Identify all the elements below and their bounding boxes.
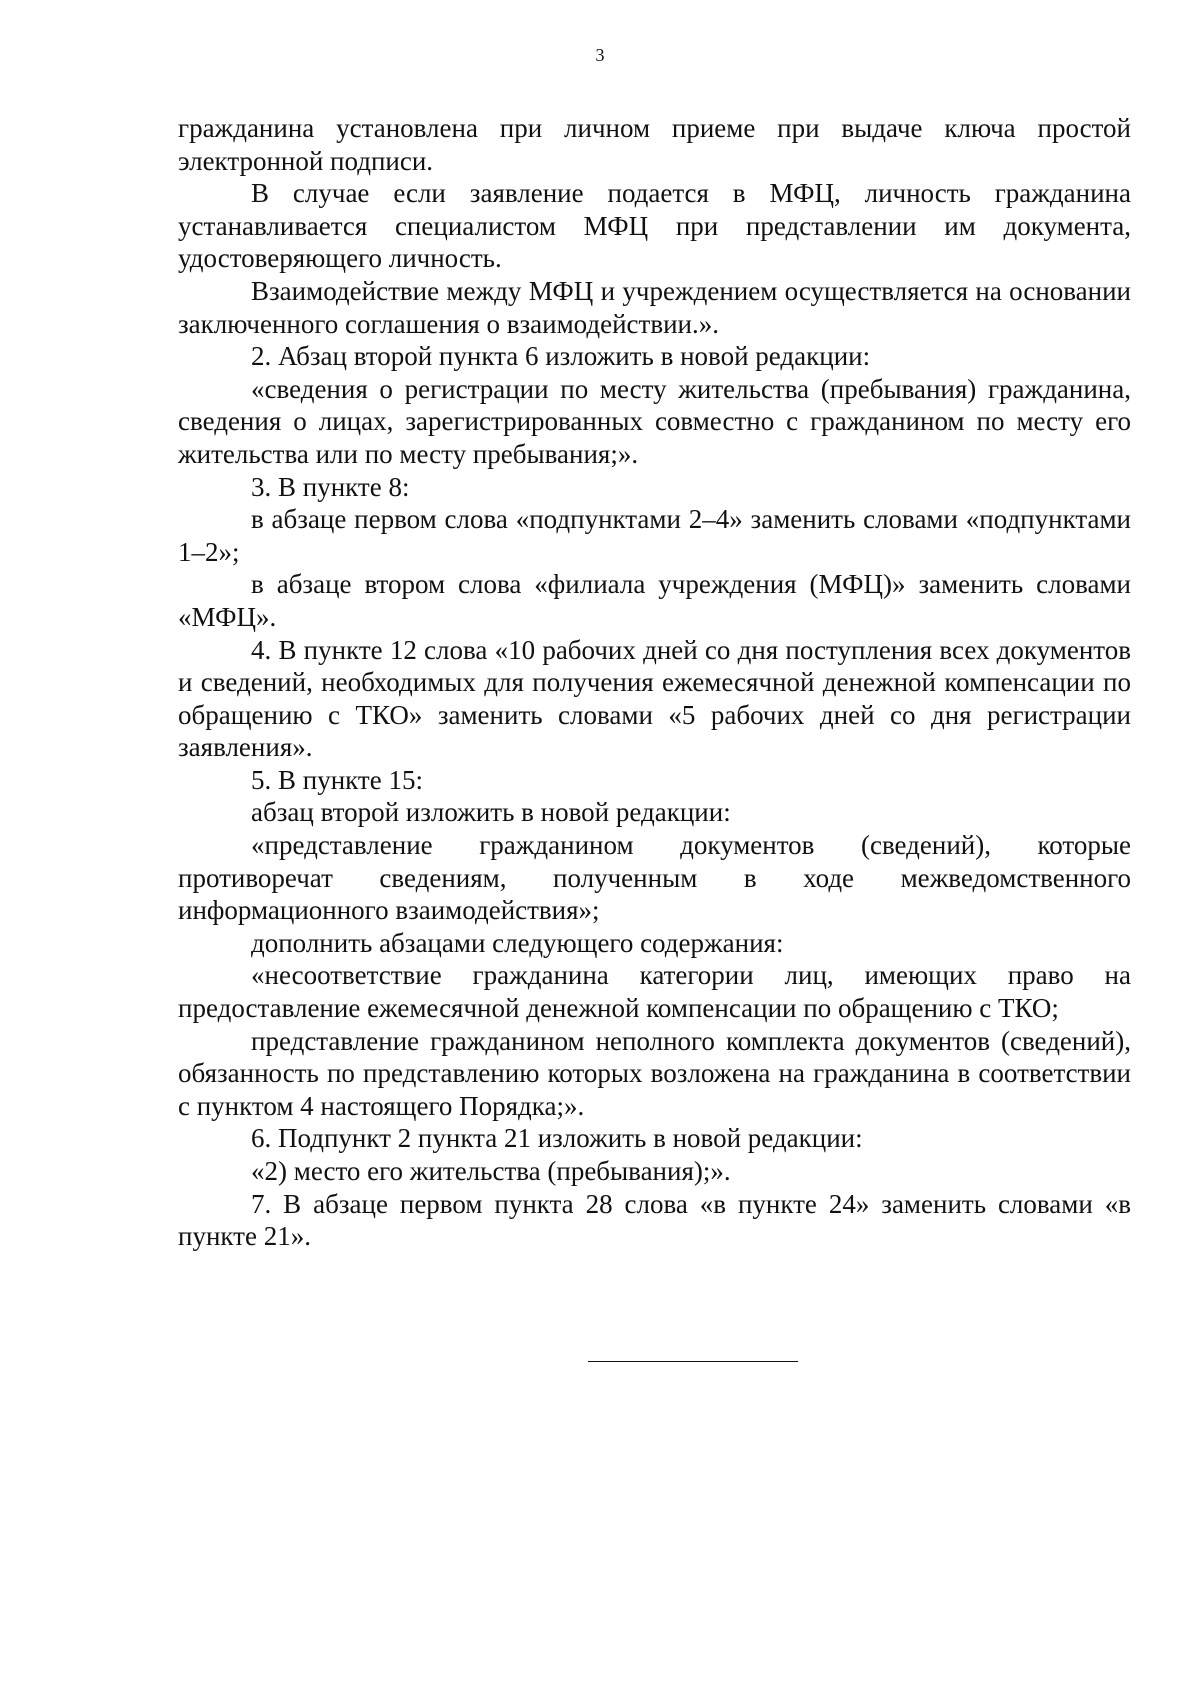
paragraph: 2. Абзац второй пункта 6 изложить в новой редакции: xyxy=(251,341,871,372)
paragraph: гражданина установлена при личном приеме при выдаче ключа простой электронной подписи. xyxy=(178,113,1131,176)
paragraph: 6. Подпункт 2 пункта 21 изложить в новой редакции: xyxy=(251,1123,863,1154)
paragraph: «несоответствие гражданина категории лиц, имеющих право на предоставление ежемесячной денежной компенсации по обращению с ТКО; xyxy=(178,960,1131,1024)
paragraph: «сведения о регистрации по месту жительства (пребывания) гражданина, сведения о лицах, зарегистрированных совместно с гражданином по месту его жительства или по месту пребывания;». xyxy=(178,373,1131,469)
page-number: 3 xyxy=(595,45,605,65)
paragraph: Взаимодействие между МФЦ и учреждением осуществляется на основании заключенного соглашения о взаимодействии.». xyxy=(178,275,1131,339)
paragraph: 7. В абзаце первом пункта 28 слова «в пункте 24» заменить словами «в пункте 21». xyxy=(178,1188,1131,1252)
paragraph: 4. В пункте 12 слова «10 рабочих дней со дня поступления всех документов и сведений, необходимых для получения ежемесячной денежной компенсации по обращению с ТКО» заменить словами «5 рабочих дней со дня регистрации заявления». xyxy=(178,634,1131,763)
paragraph: В случае если заявление подается в МФЦ, личность гражданина устанавливается специалистом МФЦ при представлении им документа, удостоверяющего личность. xyxy=(178,178,1131,274)
paragraph: 3. В пункте 8: xyxy=(251,471,410,502)
paragraph: 5. В пункте 15: xyxy=(251,764,423,795)
paragraph: представление гражданином неполного комплекта документов (сведений), обязанность по представлению которых возложена на гражданина в соответствии с пунктом 4 настоящего Порядка;». xyxy=(178,1025,1131,1121)
paragraph: в абзаце первом слова «подпунктами 2–4» заменить словами «подпунктами 1–2»; xyxy=(178,504,1131,567)
end-of-text-rule xyxy=(588,1361,798,1362)
paragraph: абзац второй изложить в новой редакции: xyxy=(251,797,731,828)
paragraph: «представление гражданином документов (сведений), которые противоречат сведениям, полученным в ходе межведомственного информационного взаимодействия»; xyxy=(178,830,1131,926)
paragraph: дополнить абзацами следующего содержания: xyxy=(251,927,784,958)
paragraph: «2) место его жительства (пребывания);». xyxy=(251,1156,731,1186)
document-body xyxy=(178,112,1131,1253)
paragraph: в абзаце втором слова «филиала учреждения (МФЦ)» заменить словами «МФЦ». xyxy=(178,569,1131,632)
